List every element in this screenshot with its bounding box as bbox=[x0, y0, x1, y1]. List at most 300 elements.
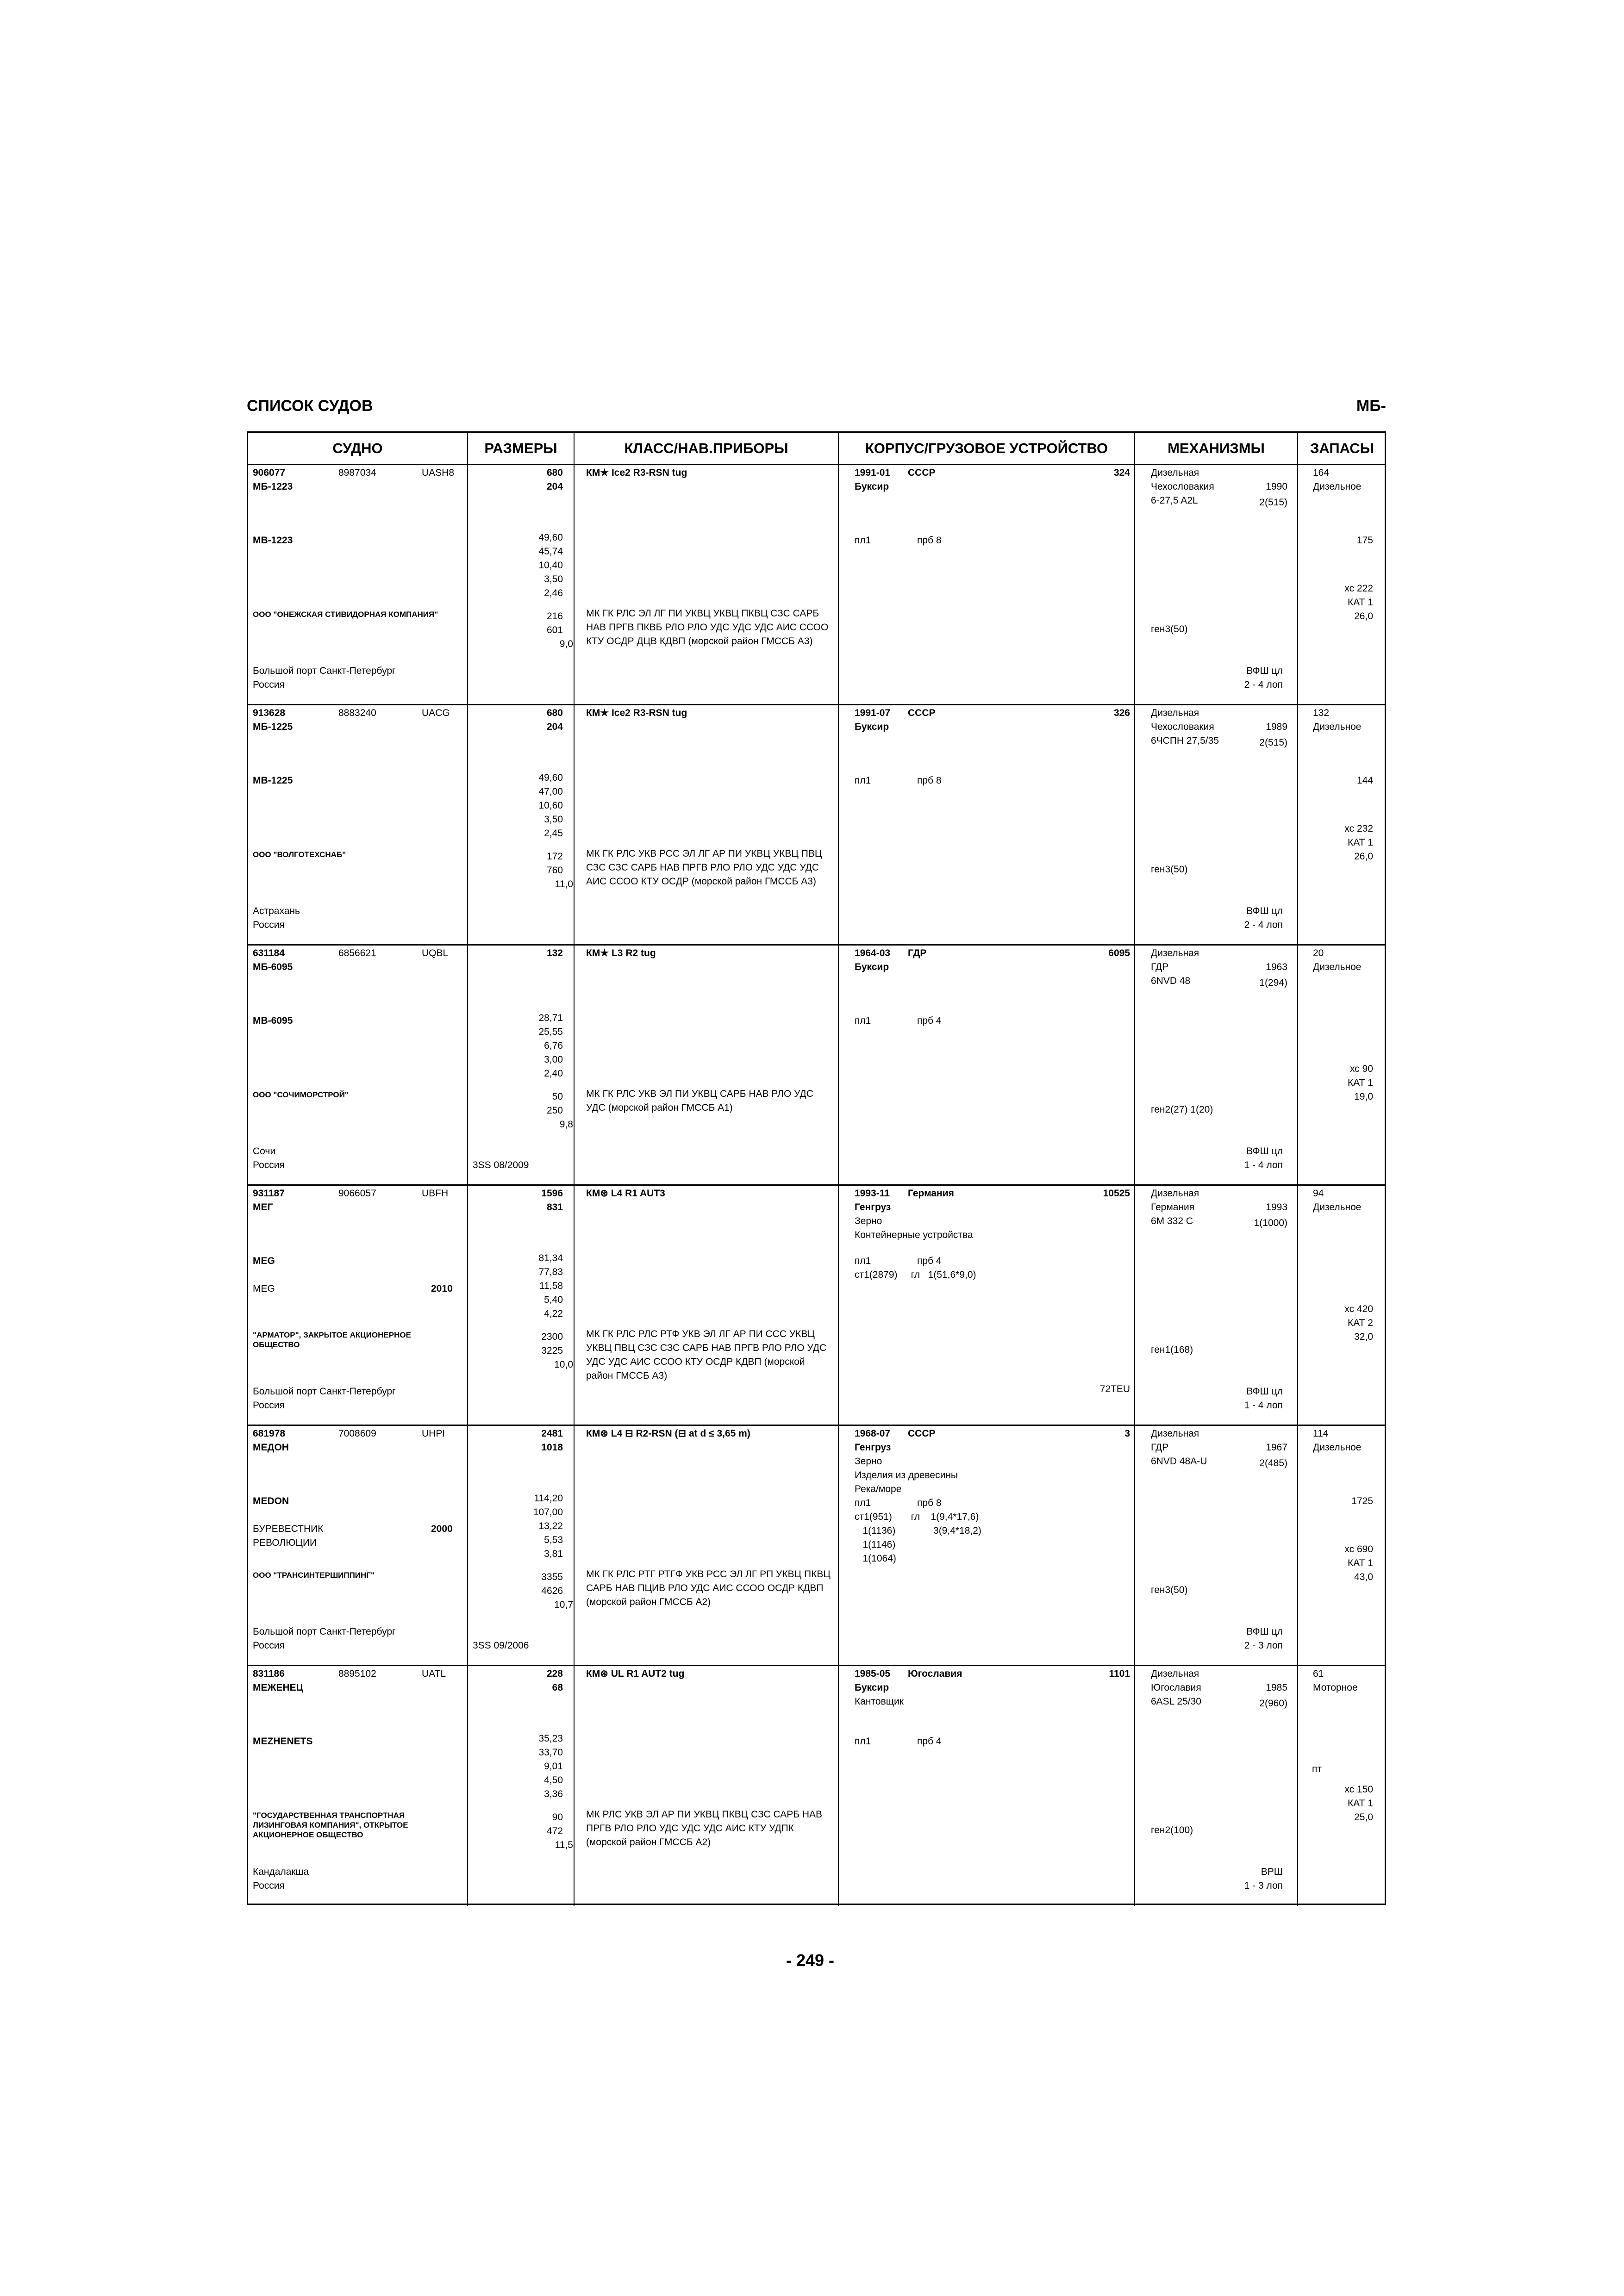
hold-info: пл1 bbox=[855, 1256, 871, 1266]
category: КАТ 1 bbox=[1348, 597, 1373, 608]
stores-capacity: хс 690 bbox=[1344, 1544, 1373, 1555]
vessel-latin-name: MEDON bbox=[253, 1496, 289, 1506]
dimension-value: 114,20 bbox=[534, 1493, 563, 1504]
vessel-entry bbox=[248, 1426, 1385, 1666]
deadweight-list bbox=[498, 850, 573, 891]
call-sign: UHPI bbox=[422, 1428, 445, 1439]
vessel-latin-name: MEZHENETS bbox=[253, 1736, 313, 1747]
dimension-value: 5,40 bbox=[544, 1294, 563, 1305]
call-sign: UQBL bbox=[422, 948, 449, 958]
column-divider bbox=[467, 705, 468, 944]
cargo-item: Река/море bbox=[855, 1484, 902, 1494]
deadweight-value: 11,0 bbox=[555, 879, 573, 890]
build-date: 1985-05 bbox=[855, 1668, 891, 1679]
class-notation: КМ★ L3 R2 tug bbox=[586, 948, 656, 958]
propeller-type: ВФШ цл bbox=[1246, 906, 1283, 916]
deadweight-value: 2300 bbox=[541, 1332, 563, 1342]
hatch-item: 1(1136) 3(9,4*18,2) bbox=[855, 1525, 981, 1536]
deadweight-value: 10,7 bbox=[554, 1599, 573, 1610]
dimension-value: 35,23 bbox=[538, 1733, 563, 1744]
column-divider bbox=[574, 705, 575, 944]
column-divider bbox=[1134, 1666, 1135, 1906]
hull-number: 326 bbox=[1113, 708, 1130, 718]
engine-country: Югославия bbox=[1151, 1682, 1201, 1693]
vessel-type: Буксир bbox=[855, 481, 889, 492]
vessel-table bbox=[247, 431, 1386, 1905]
hatch-list bbox=[855, 1268, 976, 1282]
engine-power: 1(1000) bbox=[1254, 1218, 1287, 1228]
engine-power: 2(485) bbox=[1259, 1458, 1287, 1468]
deadweight-value: 11,5 bbox=[555, 1840, 573, 1850]
vessel-latin-name: MB-1223 bbox=[253, 535, 293, 546]
propeller-type: ВФШ цл bbox=[1246, 666, 1283, 676]
vessel-latin-name: MB-1225 bbox=[253, 775, 293, 786]
vessel-latin-name: MEG bbox=[253, 1256, 275, 1266]
dimension-value: 4,22 bbox=[544, 1308, 563, 1319]
dimension-value: 9,01 bbox=[544, 1761, 563, 1772]
dimension-value: 3,50 bbox=[544, 814, 563, 825]
dimension-value: 3,00 bbox=[544, 1054, 563, 1065]
dimensions-list bbox=[498, 1011, 563, 1081]
water-capacity: 1725 bbox=[1351, 1496, 1373, 1506]
column-header-dimensions: РАЗМЕРЫ bbox=[484, 440, 557, 456]
cargo-item: Зерно bbox=[855, 1456, 882, 1467]
category: КАТ 1 bbox=[1348, 1798, 1373, 1809]
propeller-blades: 1 - 3 лоп bbox=[1244, 1880, 1283, 1891]
imo-number: 7008609 bbox=[338, 1428, 376, 1439]
speed: 26,0 bbox=[1354, 611, 1373, 622]
fuel-type: Моторное bbox=[1313, 1682, 1358, 1693]
column-divider bbox=[467, 1426, 468, 1665]
engine-country: Германия bbox=[1151, 1202, 1195, 1213]
deadweight-value: 9,0 bbox=[559, 639, 573, 649]
deadweight-value: 472 bbox=[546, 1826, 563, 1836]
column-header-hull: КОРПУС/ГРУЗОВОЕ УСТРОЙСТВО bbox=[865, 440, 1108, 456]
hull-number: 10525 bbox=[1103, 1188, 1130, 1199]
column-divider bbox=[1134, 465, 1135, 704]
vessel-entry bbox=[248, 705, 1385, 946]
engine-type: Дизельная bbox=[1151, 1668, 1199, 1679]
hatch-item: 1(1064) bbox=[855, 1553, 896, 1564]
generators: ген2(100) bbox=[1151, 1825, 1193, 1836]
column-divider bbox=[467, 465, 468, 704]
engine-year: 1989 bbox=[1266, 722, 1287, 732]
vessel-entry bbox=[248, 1186, 1385, 1426]
cargo-item: Контейнерные устройства bbox=[855, 1230, 973, 1240]
fuel-type: Дизельное bbox=[1313, 481, 1362, 492]
port-of-registry: Большой порт Санкт-Петербург bbox=[253, 1386, 396, 1397]
dimension-value: 4,50 bbox=[544, 1775, 563, 1786]
vessel-name: МБ-6095 bbox=[253, 962, 293, 972]
gross-tonnage: 680 bbox=[546, 708, 563, 718]
operator-name: ООО "ВОЛГОТЕХСНАБ" bbox=[253, 850, 346, 859]
stores-capacity: хс 420 bbox=[1344, 1304, 1373, 1314]
fuel-capacity: 94 bbox=[1313, 1188, 1324, 1199]
column-divider bbox=[838, 946, 839, 1184]
deadweight-value: 10,0 bbox=[554, 1359, 573, 1370]
registry-number: 631184 bbox=[253, 948, 285, 958]
fuel-capacity: 114 bbox=[1313, 1428, 1329, 1439]
stores-capacity: хс 222 bbox=[1344, 583, 1373, 594]
column-divider bbox=[1134, 946, 1135, 1184]
net-tonnage: 831 bbox=[546, 1202, 563, 1213]
engine-power: 2(960) bbox=[1259, 1698, 1287, 1709]
navigation-equipment: МК ГК РЛС УКВ ЭЛ ПИ УКВЦ САРБ НАВ РЛО УДС УДС (морской район ГМССБ А1) bbox=[586, 1089, 813, 1113]
call-sign: UATL bbox=[422, 1668, 446, 1679]
column-header-machinery: МЕХАНИЗМЫ bbox=[1168, 440, 1265, 456]
column-divider bbox=[838, 1426, 839, 1665]
vessel-name: МЕДОН bbox=[253, 1442, 289, 1453]
column-divider bbox=[467, 1186, 468, 1425]
net-tonnage: 204 bbox=[546, 481, 563, 492]
teu-capacity: 72TEU bbox=[1099, 1384, 1130, 1394]
net-tonnage: 68 bbox=[552, 1682, 563, 1693]
propeller-blades: 2 - 4 лоп bbox=[1244, 679, 1283, 690]
dimension-value: 3,36 bbox=[544, 1789, 563, 1799]
call-sign: UASH8 bbox=[422, 467, 455, 478]
dimensions-list bbox=[498, 531, 563, 600]
dimensions-list bbox=[498, 1492, 563, 1561]
speed: 43,0 bbox=[1354, 1572, 1373, 1582]
flag-state: Россия bbox=[253, 679, 285, 690]
hold-info: пл1 bbox=[855, 775, 871, 786]
hatch-list bbox=[855, 1510, 981, 1566]
operator-name: ООО "ТРАНСИНТЕРШИППИНГ" bbox=[253, 1571, 375, 1580]
engine-model: 6ЧСПН 27,5/35 bbox=[1151, 735, 1219, 746]
column-divider bbox=[1134, 1426, 1135, 1665]
hatch-item: ст1(951) гл 1(9,4*17,6) bbox=[855, 1512, 979, 1522]
imo-number: 8987034 bbox=[338, 467, 376, 478]
former-name-year: 2000 bbox=[431, 1524, 453, 1534]
column-divider bbox=[574, 1666, 575, 1906]
stores-capacity: хс 150 bbox=[1344, 1784, 1373, 1795]
engine-model: 6NVD 48A-U bbox=[1151, 1456, 1207, 1467]
column-divider bbox=[838, 705, 839, 944]
survey-code: 3SS 08/2009 bbox=[473, 1160, 529, 1170]
page-number: - 249 - bbox=[786, 1951, 835, 1970]
hull-number: 1101 bbox=[1109, 1668, 1130, 1679]
hold-info: пл1 bbox=[855, 1736, 871, 1747]
engine-model: 6-27,5 A2L bbox=[1151, 495, 1198, 506]
engine-model: 6NVD 48 bbox=[1151, 976, 1191, 986]
hold-detail: прб 4 bbox=[917, 1736, 942, 1747]
dimension-value: 77,83 bbox=[538, 1267, 563, 1277]
dimensions-list bbox=[498, 1251, 563, 1321]
dimensions-list bbox=[498, 1732, 563, 1801]
registry-number: 831186 bbox=[253, 1668, 285, 1679]
gross-tonnage: 132 bbox=[546, 948, 563, 958]
deadweight-list bbox=[498, 1090, 573, 1132]
speed: 32,0 bbox=[1354, 1332, 1373, 1342]
call-sign: UACG bbox=[422, 708, 450, 718]
generators: ген1(168) bbox=[1151, 1344, 1193, 1355]
hold-info: пл1 bbox=[855, 1015, 871, 1026]
navigation-equipment: МК ГК РЛС УКВ РСС ЭЛ ЛГ АР ПИ УКВЦ УКВЦ ПВЦ СЗС СЗС САРБ НАВ ПРГВ РЛО РЛО УДС УДС УДС АИС ССОО КТУ ОСДР (морской район ГМССБ А3) bbox=[586, 848, 822, 887]
net-tonnage: 1018 bbox=[541, 1442, 563, 1453]
port-of-registry: Сочи bbox=[253, 1146, 276, 1157]
water-capacity: 144 bbox=[1356, 775, 1373, 786]
column-divider bbox=[1134, 1186, 1135, 1425]
fuel-capacity: 20 bbox=[1313, 948, 1324, 958]
fuel-capacity: 132 bbox=[1313, 708, 1330, 718]
column-divider bbox=[1134, 705, 1135, 944]
operator-name: "ГОСУДАРСТВЕННАЯ ТРАНСПОРТНАЯ ЛИЗИНГОВАЯ КОМПАНИЯ", ОТКРЫТОЕ АКЦИОНЕРНОЕ ОБЩЕСТВО bbox=[253, 1811, 408, 1839]
category: КАТ 1 bbox=[1348, 837, 1373, 848]
vessel-latin-name: MB-6095 bbox=[253, 1015, 293, 1026]
port-of-registry: Астрахань bbox=[253, 906, 300, 916]
imo-number: 6856621 bbox=[338, 948, 376, 958]
hull-number: 6095 bbox=[1108, 948, 1130, 958]
fuel-type: Дизельное bbox=[1313, 962, 1362, 972]
hold-detail: прб 8 bbox=[917, 535, 942, 546]
dimensions-list bbox=[498, 771, 563, 840]
hold-detail: прб 8 bbox=[917, 775, 942, 786]
dimension-value: 5,53 bbox=[544, 1535, 563, 1545]
column-divider bbox=[574, 946, 575, 1184]
propeller-blades: 1 - 4 лоп bbox=[1244, 1160, 1283, 1170]
fuel-type: Дизельное bbox=[1313, 722, 1362, 732]
page-section-marker: МБ- bbox=[1356, 397, 1386, 415]
build-date: 1964-03 bbox=[855, 948, 891, 958]
column-divider bbox=[1297, 1426, 1298, 1665]
extra-note: пт bbox=[1312, 1764, 1322, 1774]
column-header-class: КЛАСС/НАВ.ПРИБОРЫ bbox=[624, 440, 788, 456]
build-country: СССР bbox=[908, 467, 936, 478]
imo-number: 9066057 bbox=[338, 1188, 376, 1199]
build-date: 1991-01 bbox=[855, 467, 891, 478]
operator-name: "АРМАТОР", ЗАКРЫТОЕ АКЦИОНЕРНОЕ ОБЩЕСТВО bbox=[253, 1331, 411, 1349]
deadweight-value: 4626 bbox=[541, 1586, 563, 1596]
engine-type: Дизельная bbox=[1151, 467, 1199, 478]
dimension-value: 13,22 bbox=[538, 1521, 563, 1531]
generators: ген3(50) bbox=[1151, 624, 1188, 635]
hold-info: пл1 bbox=[855, 535, 871, 546]
dimension-value: 45,74 bbox=[538, 546, 563, 557]
deadweight-value: 601 bbox=[546, 625, 563, 635]
vessel-name: МЕГ bbox=[253, 1202, 273, 1213]
flag-state: Россия bbox=[253, 920, 285, 930]
column-divider bbox=[1297, 1666, 1298, 1906]
vessel-type: Буксир bbox=[855, 1682, 889, 1693]
class-notation: КМ★ Ice2 R3-RSN tug bbox=[586, 467, 687, 478]
cargo-item: Зерно bbox=[855, 1216, 882, 1226]
engine-model: 6M 332 C bbox=[1151, 1216, 1193, 1226]
dimension-value: 6,76 bbox=[544, 1040, 563, 1051]
hold-detail: прб 4 bbox=[917, 1015, 942, 1026]
operator-name: ООО "ОНЕЖСКАЯ СТИВИДОРНАЯ КОМПАНИЯ" bbox=[253, 610, 438, 619]
category: КАТ 2 bbox=[1348, 1318, 1373, 1328]
generators: ген2(27) 1(20) bbox=[1151, 1104, 1213, 1115]
cargo-list bbox=[855, 1455, 958, 1496]
net-tonnage: 204 bbox=[546, 722, 563, 732]
deadweight-list bbox=[498, 1570, 573, 1612]
engine-type: Дизельная bbox=[1151, 1428, 1199, 1439]
registry-number: 681978 bbox=[253, 1428, 286, 1439]
hold-info: пл1 bbox=[855, 1498, 871, 1508]
generators: ген3(50) bbox=[1151, 864, 1188, 875]
gross-tonnage: 680 bbox=[546, 467, 563, 478]
dimension-value: 11,58 bbox=[539, 1281, 563, 1291]
generators: ген3(50) bbox=[1151, 1585, 1188, 1595]
fuel-type: Дизельное bbox=[1313, 1202, 1362, 1213]
deadweight-value: 90 bbox=[552, 1812, 563, 1823]
engine-power: 2(515) bbox=[1259, 737, 1287, 748]
dimension-value: 25,55 bbox=[538, 1027, 563, 1037]
water-capacity: 175 bbox=[1356, 535, 1373, 546]
vessel-type: Буксир bbox=[855, 962, 889, 972]
engine-type: Дизельная bbox=[1151, 948, 1199, 958]
engine-power: 2(515) bbox=[1259, 497, 1287, 508]
propeller-type: ВФШ цл bbox=[1246, 1146, 1283, 1157]
engine-type: Дизельная bbox=[1151, 708, 1199, 718]
engine-country: ГДР bbox=[1151, 1442, 1169, 1453]
fuel-type: Дизельное bbox=[1313, 1442, 1362, 1453]
deadweight-list bbox=[498, 610, 573, 651]
flag-state: Россия bbox=[253, 1880, 285, 1891]
deadweight-value: 9,8 bbox=[559, 1119, 573, 1130]
column-divider bbox=[574, 1426, 575, 1665]
column-divider bbox=[1297, 946, 1298, 1184]
flag-state: Россия bbox=[253, 1640, 285, 1651]
column-divider bbox=[838, 1666, 839, 1906]
column-header-stores: ЗАПАСЫ bbox=[1310, 440, 1374, 456]
class-notation: КМ⊛ UL R1 AUT2 tug bbox=[586, 1668, 685, 1679]
imo-number: 8895102 bbox=[338, 1668, 376, 1679]
former-name: MEG bbox=[253, 1283, 275, 1294]
hatch-item: 1(1146) bbox=[855, 1539, 896, 1550]
build-country: ГДР bbox=[908, 948, 927, 958]
column-divider bbox=[838, 465, 839, 704]
former-name: БУРЕВЕСТНИК РЕВОЛЮЦИИ bbox=[253, 1524, 324, 1548]
dimension-value: 81,34 bbox=[538, 1253, 563, 1263]
flag-state: Россия bbox=[253, 1400, 285, 1411]
registry-number: 913628 bbox=[253, 708, 286, 718]
registry-number: 906077 bbox=[253, 467, 286, 478]
build-date: 1993-11 bbox=[855, 1188, 890, 1199]
call-sign: UBFH bbox=[422, 1188, 449, 1199]
dimension-value: 3,81 bbox=[544, 1549, 563, 1559]
speed: 25,0 bbox=[1354, 1812, 1373, 1823]
vessel-entry bbox=[248, 465, 1385, 705]
navigation-equipment: МК ГК РЛС РТГ РТГФ УКВ РСС ЭЛ ЛГ РП УКВЦ ПКВЦ САРБ НАВ ПЦИВ РЛО УДС АИС ССОО ОСДР КДВП (морской район ГМССБ А2) bbox=[586, 1569, 831, 1607]
speed: 26,0 bbox=[1354, 851, 1373, 862]
cargo-list bbox=[855, 1695, 904, 1709]
port-of-registry: Большой порт Санкт-Петербург bbox=[253, 666, 396, 676]
gross-tonnage: 1596 bbox=[541, 1188, 563, 1199]
column-divider bbox=[1297, 705, 1298, 944]
hatch-item: ст1(2879) гл 1(51,6*9,0) bbox=[855, 1269, 976, 1280]
dimension-value: 2,45 bbox=[544, 828, 563, 839]
column-divider bbox=[1297, 1186, 1298, 1425]
hold-detail: прб 8 bbox=[917, 1498, 942, 1508]
stores-capacity: хс 232 bbox=[1344, 823, 1373, 834]
propeller-type: ВРШ bbox=[1261, 1867, 1283, 1877]
category: КАТ 1 bbox=[1348, 1558, 1373, 1568]
engine-model: 6ASL 25/30 bbox=[1151, 1696, 1201, 1707]
hull-number: 324 bbox=[1113, 467, 1130, 478]
deadweight-value: 250 bbox=[546, 1105, 563, 1116]
engine-year: 1985 bbox=[1266, 1682, 1287, 1693]
gross-tonnage: 2481 bbox=[541, 1428, 563, 1439]
vessel-type: Генгруз bbox=[855, 1202, 891, 1213]
dimension-value: 2,46 bbox=[544, 588, 563, 598]
dimension-value: 28,71 bbox=[538, 1013, 563, 1023]
deadweight-list bbox=[498, 1330, 573, 1372]
column-header-vessel: СУДНО bbox=[332, 440, 383, 456]
port-of-registry: Кандалакша bbox=[253, 1867, 309, 1877]
speed: 19,0 bbox=[1354, 1091, 1373, 1102]
deadweight-list bbox=[498, 1811, 573, 1852]
engine-year: 1990 bbox=[1266, 481, 1287, 492]
imo-number: 8883240 bbox=[338, 708, 376, 718]
propeller-blades: 2 - 3 лоп bbox=[1244, 1640, 1283, 1651]
class-notation: КМ⊛ L4 ⊟ R2-RSN (⊟ at d ≤ 3,65 m) bbox=[586, 1428, 750, 1439]
cargo-list bbox=[855, 1214, 973, 1242]
column-divider bbox=[838, 1186, 839, 1425]
engine-year: 1967 bbox=[1266, 1442, 1287, 1453]
engine-year: 1963 bbox=[1266, 962, 1287, 972]
engine-country: Чехословакия bbox=[1151, 481, 1214, 492]
fuel-capacity: 164 bbox=[1313, 467, 1330, 478]
survey-code: 3SS 09/2006 bbox=[473, 1640, 529, 1651]
build-country: Германия bbox=[908, 1188, 954, 1199]
engine-type: Дизельная bbox=[1151, 1188, 1199, 1199]
dimension-value: 2,40 bbox=[544, 1068, 563, 1079]
flag-state: Россия bbox=[253, 1160, 285, 1170]
cargo-item: Кантовщик bbox=[855, 1696, 904, 1707]
build-date: 1991-07 bbox=[855, 708, 891, 718]
propeller-type: ВФШ цл bbox=[1246, 1386, 1283, 1397]
stores-capacity: хс 90 bbox=[1350, 1064, 1373, 1074]
dimension-value: 33,70 bbox=[538, 1747, 563, 1758]
build-country: СССР bbox=[908, 1428, 936, 1439]
former-name-year: 2010 bbox=[431, 1283, 453, 1294]
deadweight-value: 50 bbox=[552, 1091, 563, 1102]
deadweight-value: 760 bbox=[546, 865, 563, 876]
class-notation: КМ⊛ L4 R1 AUT3 bbox=[586, 1188, 665, 1199]
column-divider bbox=[467, 1666, 468, 1906]
deadweight-value: 172 bbox=[546, 851, 563, 862]
engine-power: 1(294) bbox=[1259, 977, 1287, 988]
category: КАТ 1 bbox=[1348, 1077, 1373, 1088]
dimension-value: 49,60 bbox=[538, 532, 563, 543]
deadweight-value: 216 bbox=[546, 611, 563, 622]
fuel-capacity: 61 bbox=[1313, 1668, 1324, 1679]
dimension-value: 3,50 bbox=[544, 574, 563, 585]
dimension-value: 107,00 bbox=[533, 1507, 563, 1518]
operator-name: ООО "СОЧИМОРСТРОЙ" bbox=[253, 1090, 349, 1099]
class-notation: КМ★ Ice2 R3-RSN tug bbox=[586, 708, 687, 718]
engine-country: Чехословакия bbox=[1151, 722, 1214, 732]
vessel-entry bbox=[248, 946, 1385, 1186]
build-country: СССР bbox=[908, 708, 936, 718]
dimension-value: 49,60 bbox=[538, 772, 563, 783]
hull-number: 3 bbox=[1124, 1428, 1130, 1439]
navigation-equipment: МК ГК РЛС РЛС РТФ УКВ ЭЛ ЛГ АР ПИ ССС УКВЦ УКВЦ ПВЦ СЗС СЗС САРБ НАВ ПРГВ РЛО РЛО УДС УДС УДС АИС ССОО КТУ ОСДР КДВП (морской район ГМССБ А3) bbox=[586, 1329, 827, 1381]
build-date: 1968-07 bbox=[855, 1428, 891, 1439]
dimension-value: 10,60 bbox=[538, 800, 563, 811]
cargo-item: Изделия из древесины bbox=[855, 1470, 958, 1481]
propeller-blades: 2 - 4 лоп bbox=[1244, 920, 1283, 930]
propeller-blades: 1 - 4 лоп bbox=[1244, 1400, 1283, 1411]
navigation-equipment: МК РЛС УКВ ЭЛ АР ПИ УКВЦ ПКВЦ СЗС САРБ НАВ ПРГВ РЛО РЛО УДС УДС УДС АИС КТУ УДПК (морской район ГМССБ А2) bbox=[586, 1809, 823, 1848]
dimension-value: 47,00 bbox=[538, 786, 563, 797]
column-divider bbox=[574, 465, 575, 704]
page-title: СПИСОК СУДОВ bbox=[247, 397, 373, 415]
column-divider bbox=[574, 1186, 575, 1425]
registry-number: 931187 bbox=[253, 1188, 285, 1199]
column-divider bbox=[467, 946, 468, 1184]
